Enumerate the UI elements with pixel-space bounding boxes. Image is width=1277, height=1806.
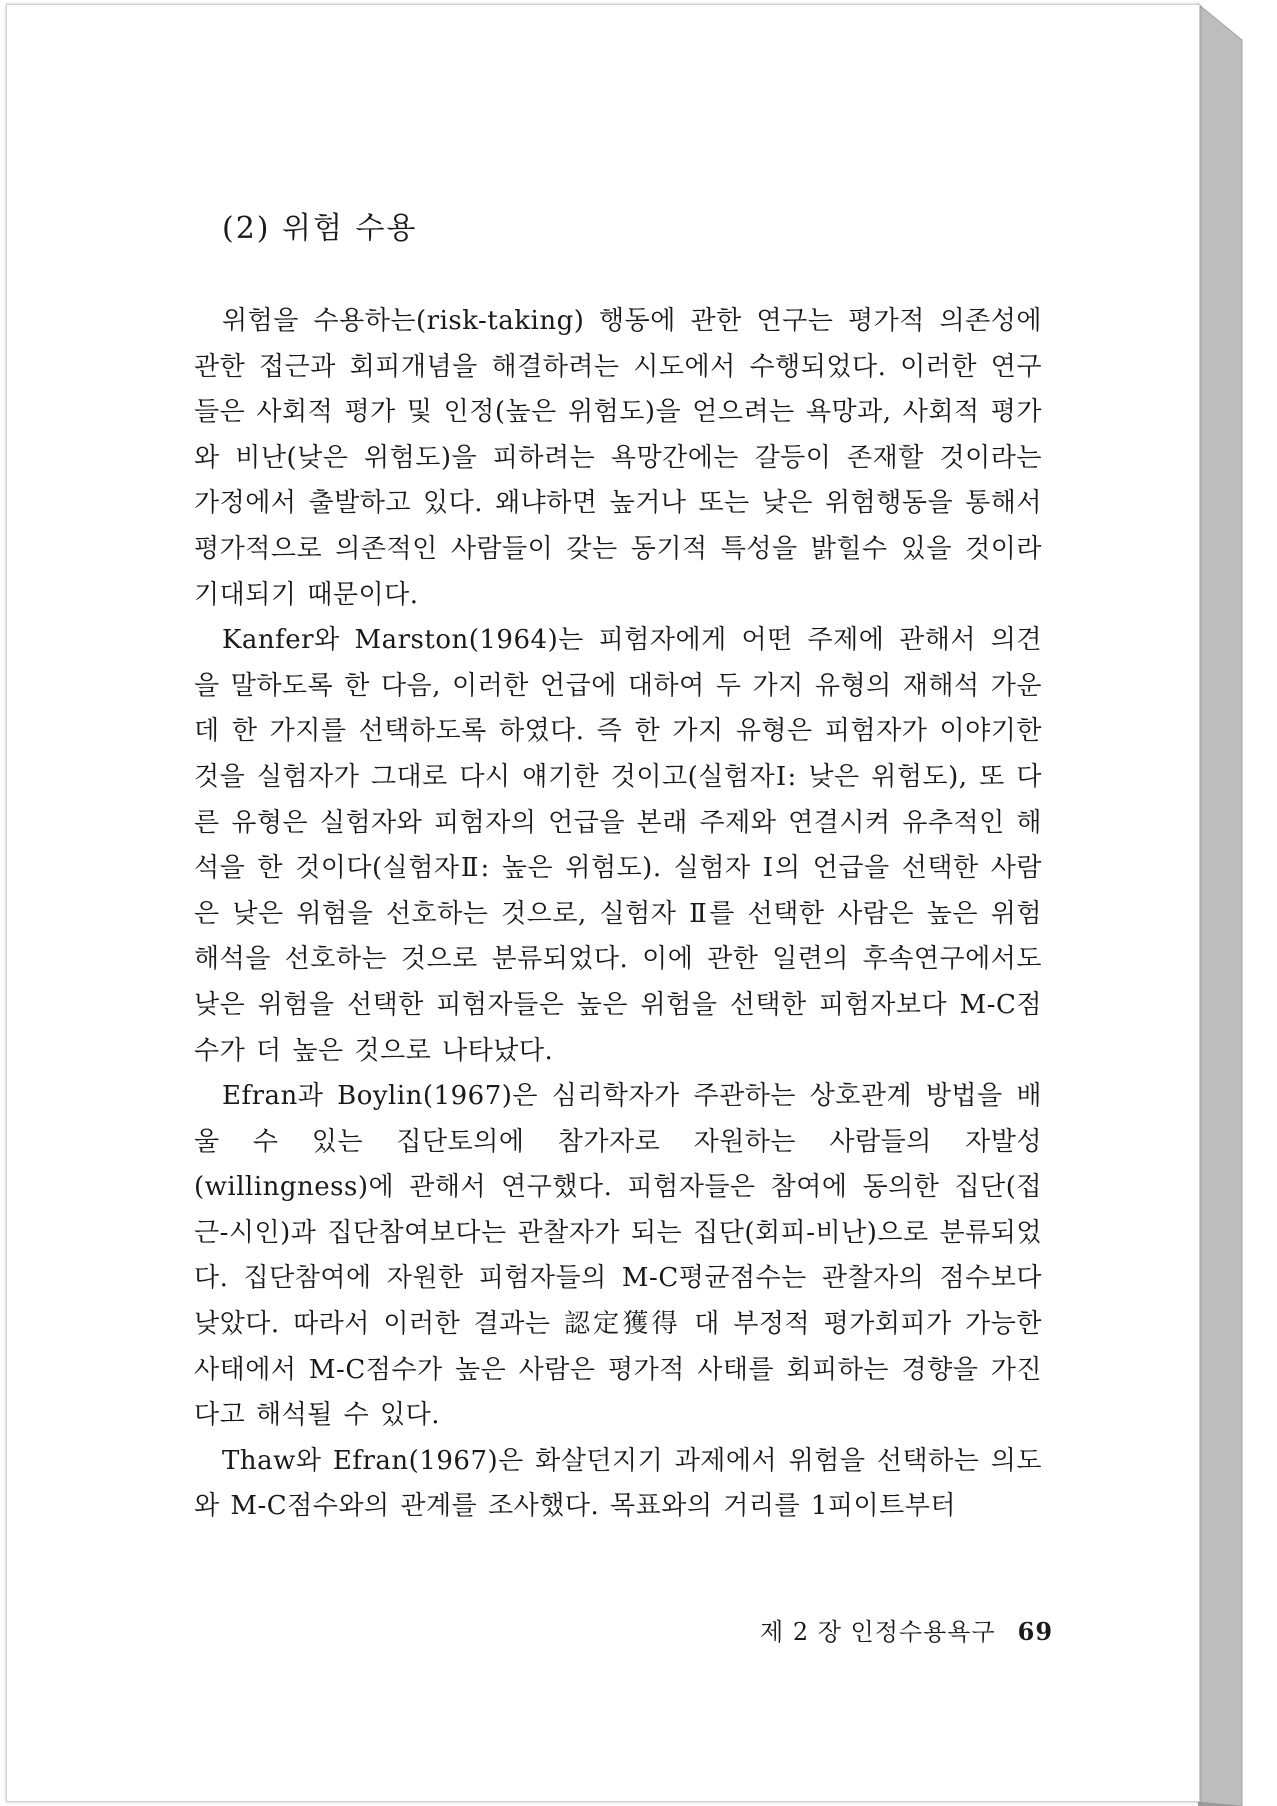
paragraph-1: 위험을 수용하는(risk-taking) 행동에 관한 연구는 평가적 의존성에 관한 접근과 회피개념을 해결하려는 시도에서 수행되었다. 이러한 연구들은 사회적 평가 및 인정(높은 위험도)을 얻으려는 욕망과, 사회적 평가와 비난(낮은 위험도)을 피하려는 욕망간에는 갈등이 존재할 것이라는 가정에서 출발하고 있다. 왜냐하면 높거나 또는 낮은 위험행동을 통해서 평가적으로 의존적인 사람들이 갖는 동기적 특성을 밝힐수 있을 것이라 기대되기 때문이다. bbox=[194, 306, 1042, 610]
page-number: 69 bbox=[1017, 1617, 1054, 1646]
page-footer bbox=[760, 1612, 1053, 1647]
paragraph-4: Thaw와 Efran(1967)은 화살던지기 과제에서 위험을 선택하는 의도와 M-C점수와의 관계를 조사했다. 목표와의 거리를 1피이트부터 bbox=[194, 1445, 1042, 1522]
section-heading: (2) 위험 수용 bbox=[222, 211, 418, 246]
paragraph-2: Kanfer와 Marston(1964)는 피험자에게 어떤 주제에 관해서 의견을 말하도록 한 다음, 이러한 언급에 대하여 두 가지 유형의 재해석 가운데 한 가지를 선택하도록 하였다. 즉 한 가지 유형은 피험자가 이야기한 것을 실험자가 그대로 다시 얘기한 것이고(실험자Ⅰ: 낮은 위험도), 또 다른 유형은 실험자와 피험자의 언급을 본래 주제와 연결시켜 유추적인 해석을 한 것이다(실험자Ⅱ: 높은 위험도). 실험자 Ⅰ의 언급을 선택한 사람은 낮은 위험을 선호하는 것으로, 실험자 Ⅱ를 선택한 사람은 높은 위험해석을 선호하는 것으로 분류되었다. 이에 관한 일련의 후속연구에서도 낮은 위험을 선택한 피험자들은 높은 위험을 선택한 피험자보다 M-C점수가 더 높은 것으로 나타났다. bbox=[194, 625, 1042, 1066]
page-content bbox=[194, 205, 1042, 1530]
chapter-title: 제 2 장 인정수용욕구 bbox=[760, 1618, 996, 1646]
paragraph-3: Efran과 Boylin(1967)은 심리학자가 주관하는 상호관계 방법을 배울 수 있는 집단토의에 참가자로 자원하는 사람들의 자발성(willingness)에 관해서 연구했다. 피험자들은 참여에 동의한 집단(접근-시인)과 집단참여보다는 관찰자가 되는 집단(회피-비난)으로 분류되었다. 집단참여에 자원한 피험자들의 M-C평균점수는 관찰자의 점수보다 낮았다. 따라서 이러한 결과는 認定獲得 대 부정적 평가회피가 가능한 사태에서 M-C점수가 높은 사람은 평가적 사태를 회피하는 경향을 가진다고 해석될 수 있다. bbox=[194, 1081, 1042, 1431]
